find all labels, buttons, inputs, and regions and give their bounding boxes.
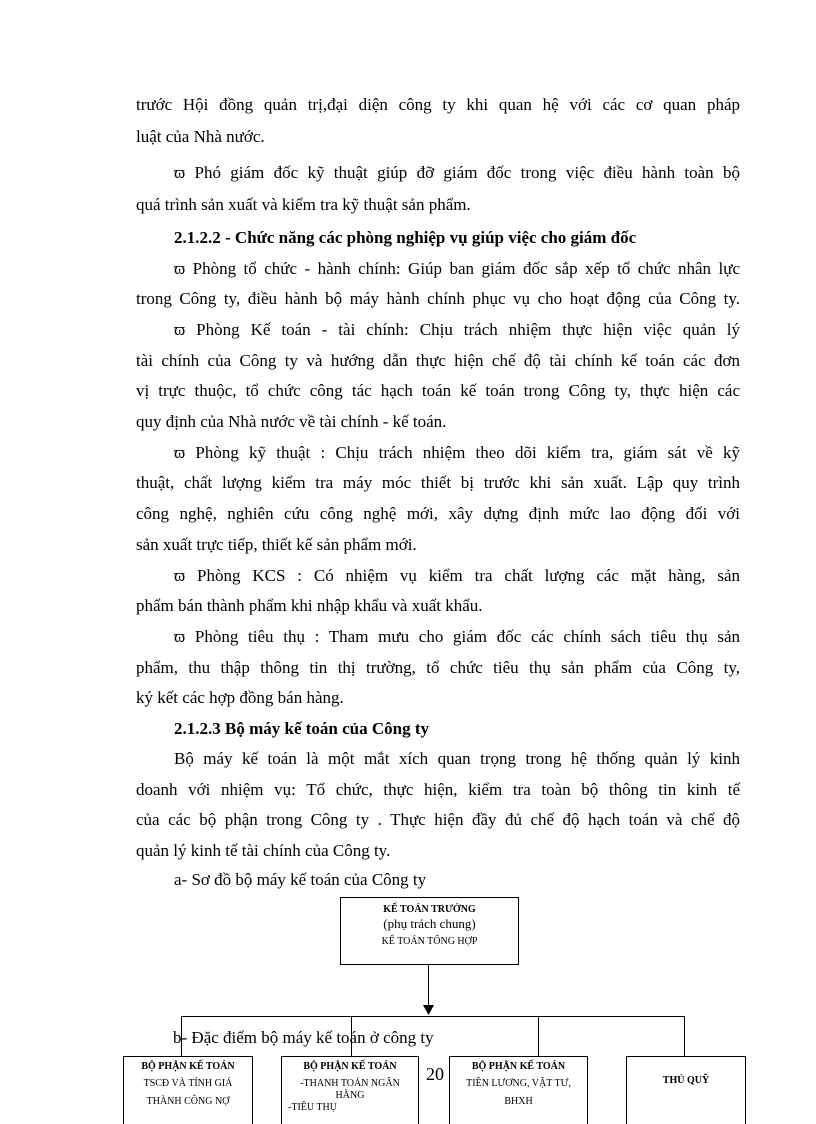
text-line: luật của Nhà nước. <box>136 127 265 146</box>
box-line: KẾ TOÁN TỔNG HỢP <box>381 936 478 947</box>
text-line: của các bộ phận trong Công ty . Thực hiện đầy đủ chế độ hạch toán và chế độ <box>136 810 740 829</box>
box-title: BỘ PHẬN KẾ TOÁN <box>471 1061 566 1072</box>
box-line: -THANH TOÁN NGÂN HÀNG <box>300 1078 400 1101</box>
text-line: phẩm, thu thập thông tin thị trường, tổ chức tiêu thụ sản phẩm của Công ty, <box>136 658 740 677</box>
text-line: công nghệ, nghiên cứu công nghệ mới, xây dựng định mức lao động đối với <box>136 504 740 523</box>
section-heading: 2.1.2.2 - Chức năng các phòng nghiệp vụ giúp việc cho giám đốc <box>174 228 637 247</box>
text-line: tài chính của Công ty và hướng dẫn thực hiện chế độ tài chính kế toán các đơn <box>136 351 740 370</box>
text-line: thuật, chất lượng kiểm tra máy móc thiết bị trước khi sản xuất. Lập quy trình <box>136 473 740 492</box>
text-line: ϖ Phòng tiêu thụ : Tham mưu cho giám đốc các chính sách tiêu thụ sản <box>174 627 740 646</box>
box-subtitle: (phụ trách chung) <box>383 916 476 931</box>
text-line: phẩm bán thành phẩm khi nhập khẩu và xuất khẩu. <box>136 596 483 615</box>
box-title: BỘ PHẬN KẾ TOÁN <box>303 1061 397 1072</box>
box-title: BỘ PHẬN KẾ TOÁN <box>141 1061 235 1072</box>
text-line: quá trình sản xuất và kiểm tra kỹ thuật sản phẩm. <box>136 195 471 214</box>
box-line: TIỀN LƯƠNG, VẬT TƯ, <box>466 1078 571 1089</box>
box-title: THỦ QUỸ <box>662 1075 710 1086</box>
payroll-box <box>449 1056 588 1124</box>
text-line: trước Hội đồng quản trị,đại diện công ty khi quan hệ với các cơ quan pháp <box>136 95 740 114</box>
text-line: ϖ Phòng Kế toán - tài chính: Chịu trách nhiệm thực hiện việc quản lý <box>174 320 740 339</box>
box-line: THÀNH CÔNG NỢ <box>146 1096 230 1107</box>
text-line: quản lý kinh tế tài chính của Công ty. <box>136 841 391 860</box>
text-line: doanh với nhiệm vụ: Tổ chức, thực hiện, kiểm tra toàn bộ thông tin kinh tế <box>136 780 740 799</box>
connector-line <box>538 1016 539 1057</box>
connector-line <box>428 964 429 1010</box>
page-number: 20 <box>426 1064 444 1084</box>
box-title: KẾ TOÁN TRƯỞNG <box>383 904 476 915</box>
chief-accountant-box <box>340 897 519 965</box>
payments-box <box>281 1056 419 1124</box>
text-line: ký kết các hợp đồng bán hàng. <box>136 688 344 707</box>
overlay-heading: b- Đặc điểm bộ máy kế toán ở công ty <box>173 1028 434 1047</box>
arrow-down-icon <box>423 1005 434 1015</box>
box-line: -TIÊU THỤ <box>288 1102 337 1113</box>
treasurer-box <box>626 1056 746 1124</box>
box-line: BHXH <box>504 1096 533 1107</box>
text-line: Bộ máy kế toán là một mắt xích quan trọng trong hệ thống quản lý kinh <box>174 749 740 768</box>
text-line: ϖ Phòng tổ chức - hành chính: Giúp ban giám đốc sắp xếp tổ chức nhân lực <box>174 259 740 278</box>
text-line: quy định của Nhà nước về tài chính - kế toán. <box>136 412 447 431</box>
text-line: a- Sơ đồ bộ máy kế toán của Công ty <box>174 870 427 889</box>
connector-line <box>684 1016 685 1057</box>
section-heading: 2.1.2.3 Bộ máy kế toán của Công ty <box>174 719 430 738</box>
box-line: TSCĐ VÀ TÍNH GIÁ <box>143 1078 233 1089</box>
fixed-assets-box <box>123 1056 253 1124</box>
text-line: ϖ Phòng kỹ thuật : Chịu trách nhiệm theo dõi kiểm tra, giám sát về kỹ <box>174 443 740 462</box>
text-line: ϖ Phòng KCS : Có nhiệm vụ kiểm tra chất lượng các mặt hàng, sản <box>174 566 740 585</box>
text-line: sản xuất trực tiếp, thiết kế sản phẩm mới. <box>136 535 417 554</box>
text-line: trong Công ty, điều hành bộ máy hành chính phục vụ cho hoạt động của Công ty. <box>136 289 740 308</box>
connector-line <box>181 1016 685 1017</box>
text-line: vị trực thuộc, tổ chức công tác hạch toán kế toán trong Công ty, thực hiện các <box>136 381 740 400</box>
text-line: ϖ Phó giám đốc kỹ thuật giúp đỡ giám đốc trong việc điều hành toàn bộ <box>174 163 740 182</box>
